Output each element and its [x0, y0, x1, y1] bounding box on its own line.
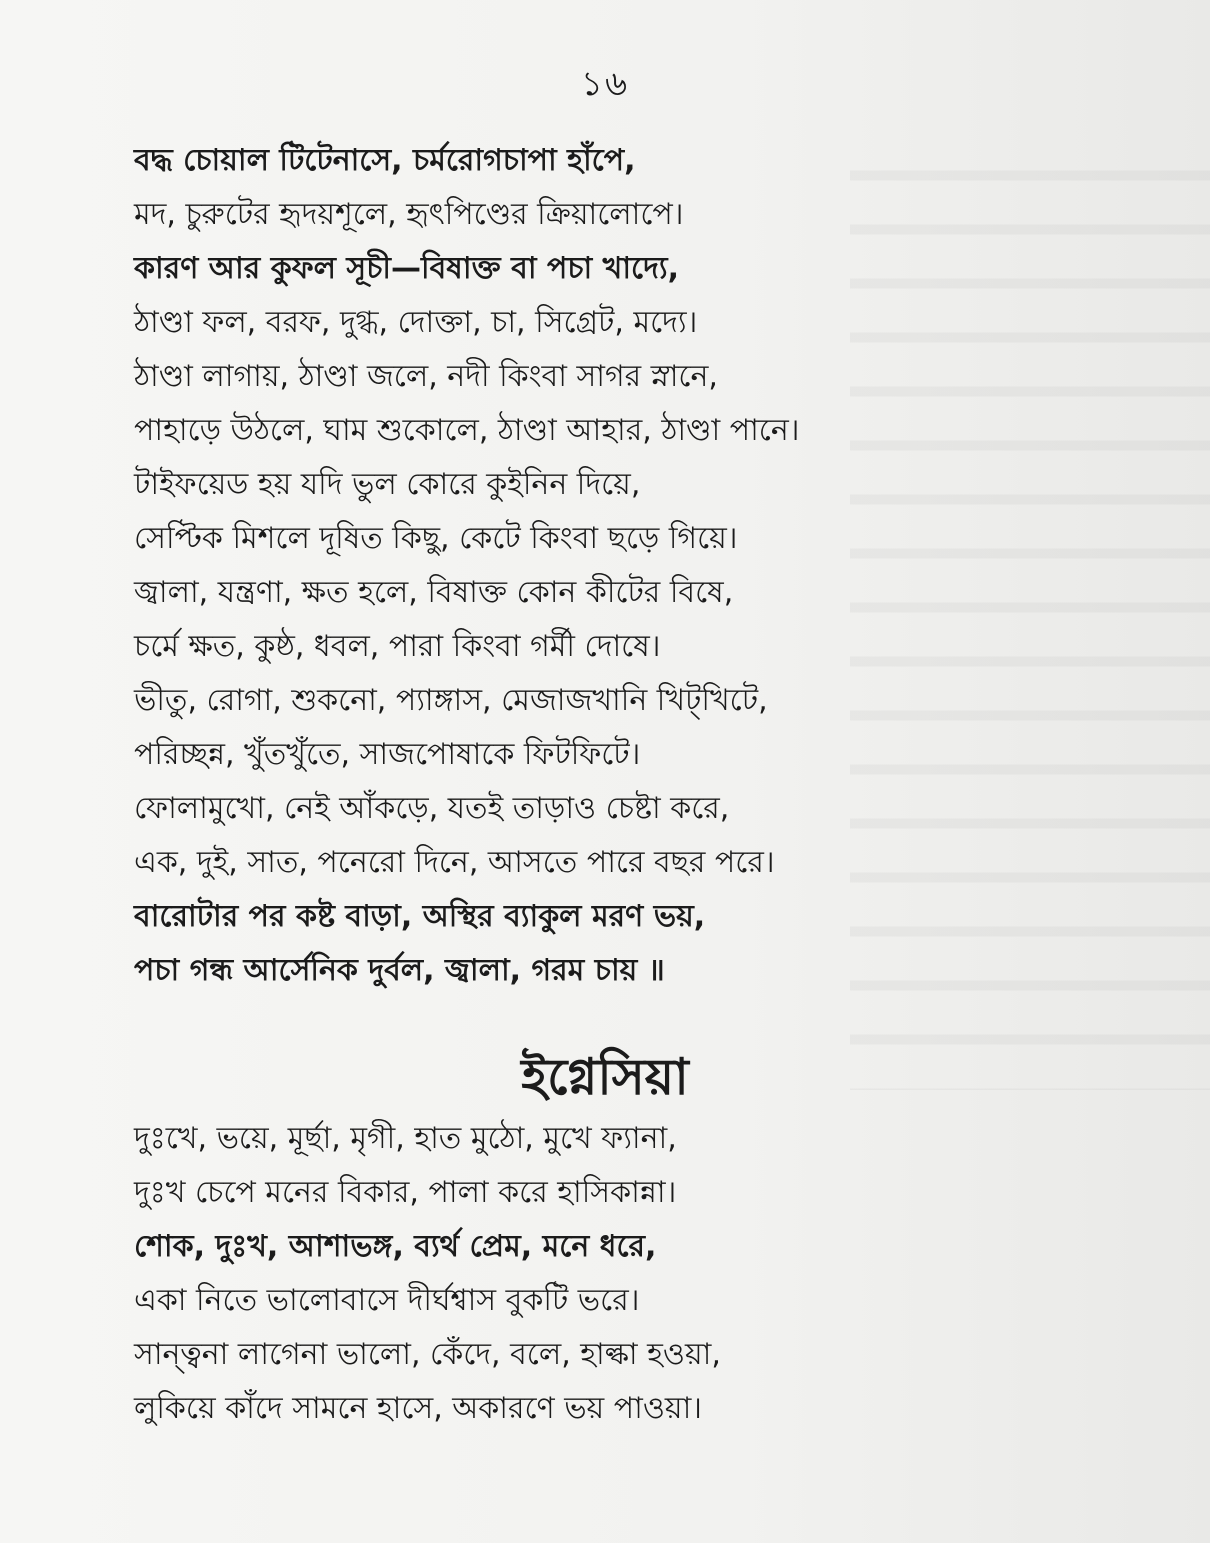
page-number: ১৬ [580, 64, 630, 104]
verse-section-1 [134, 134, 994, 998]
verse-line: শোক, দুঃখ, আশাভঙ্গ, ব্যর্থ প্রেম, মনে ধরে, [134, 1229, 657, 1264]
verse-line: পাহাড়ে উঠলে, ঘাম শুকোলে, ঠাণ্ডা আহার, ঠাণ্ডা পানে। [134, 413, 800, 448]
verse-line: সেপ্টিক মিশলে দূষিত কিছু, কেটে কিংবা ছড়ে গিয়ে। [134, 521, 738, 556]
verse-line: টাইফয়েড হয় যদি ভুল কোরে কুইনিন দিয়ে, [134, 467, 641, 502]
verse-line: জ্বালা, যন্ত্রণা, ক্ষত হলে, বিষাক্ত কোন কীটের বিষে, [134, 575, 734, 610]
verse-line: পরিচ্ছন্ন, খুঁতখুঁতে, সাজপোষাকে ফিটফিটে। [134, 737, 641, 772]
verse-line: কারণ আর কুফল সূচী—বিষাক্ত বা পচা খাদ্যে, [134, 251, 679, 286]
verse-line: এক, দুই, সাত, পনেরো দিনে, আসতে পারে বছর পরে। [134, 845, 775, 880]
verse-line: মদ, চুরুটের হৃদয়শূলে, হৃৎপিণ্ডের ক্রিয়ালোপে। [134, 197, 684, 232]
verse-line: ঠাণ্ডা ফল, বরফ, দুগ্ধ, দোক্তা, চা, সিগ্রেট, মদ্যে। [134, 305, 698, 340]
verse-line: দুঃখ চেপে মনের বিকার, পালা করে হাসিকান্না। [134, 1175, 677, 1210]
verse-line: বারোটার পর কষ্ট বাড়া, অস্থির ব্যাকুল মরণ ভয়, [134, 899, 706, 934]
verse-line: সান্ত্বনা লাগেনা ভালো, কেঁদে, বলে, হাল্কা হওয়া, [134, 1337, 721, 1372]
verse-line: বদ্ধ চোয়াল টিটেনাসে, চর্মরোগচাপা হাঁপে, [134, 143, 636, 178]
verse-line: পচা গন্ধ আর্সেনিক দুর্বল, জ্বালা, গরম চায় ॥ [134, 953, 665, 988]
verse-line: ফোলামুখো, নেই আঁকড়ে, যতই তাড়াও চেষ্টা করে, [134, 791, 730, 826]
verse-line: একা নিতে ভালোবাসে দীর্ঘশ্বাস বুকটি ভরে। [134, 1283, 640, 1318]
remedy-heading: ইগ্নেসিয়া [521, 1048, 689, 1106]
verse-line: ঠাণ্ডা লাগায়, ঠাণ্ডা জলে, নদী কিংবা সাগর স্নানে, [134, 359, 718, 394]
verse-line: চর্মে ক্ষত, কুষ্ঠ, ধবল, পারা কিংবা গর্মী দোষে। [134, 629, 661, 664]
verse-section-2 [134, 1112, 994, 1436]
verse-line: লুকিয়ে কাঁদে সামনে হাসে, অকারণে ভয় পাওয়া। [134, 1391, 703, 1426]
verse-line: দুঃখে, ভয়ে, মূর্ছা, মৃগী, হাত মুঠো, মুখে ফ্যানা, [134, 1121, 677, 1156]
verse-line: ভীতু, রোগা, শুকনো, প্যাঙ্গাস, মেজাজখানি খিট্‌খিটে, [134, 683, 768, 718]
